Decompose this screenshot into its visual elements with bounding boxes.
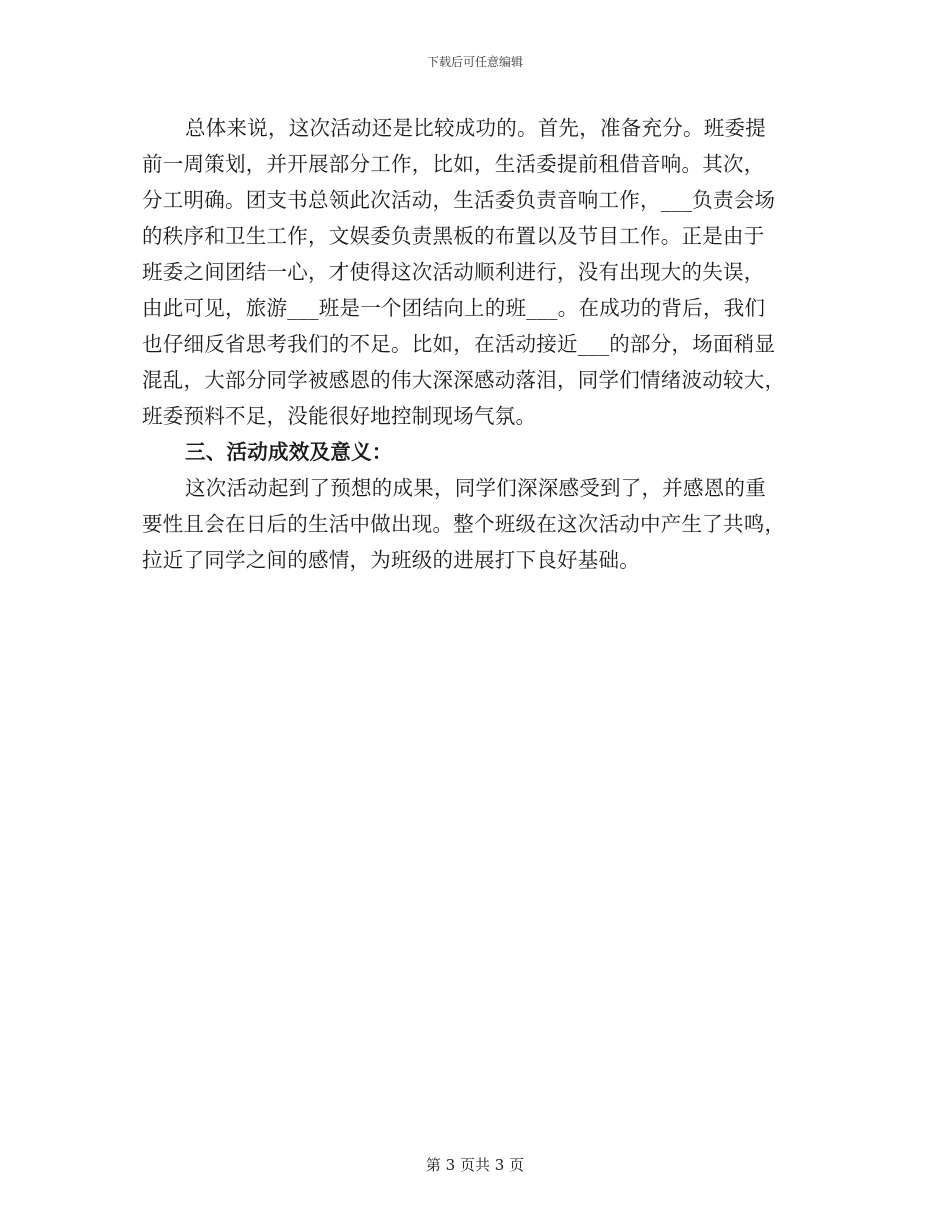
page-header: 下载后可任意编辑 xyxy=(426,55,523,69)
paragraph-1-line-9: 班委预料不足，没能很好地控制现场气氛。 xyxy=(142,404,537,428)
paragraph-1-line-6: 由此可见，旅游___班是一个团结向上的班___。在成功的背后，我们 xyxy=(142,296,766,320)
paragraph-1-line-4: 的秩序和卫生工作，文娱委负责黑板的布置以及节目工作。正是由于 xyxy=(142,224,765,248)
paragraph-1-line-7: 也仔细反省思考我们的不足。比如，在活动接近___的部分，场面稍显 xyxy=(142,332,776,356)
paragraph-1-line-5: 班委之间团结一心，才使得这次活动顺利进行，没有出现大的失误， xyxy=(142,260,765,284)
paragraph-1-line-8: 混乱，大部分同学被感恩的伟大深深感动落泪，同学们情绪波动较大， xyxy=(142,368,786,392)
paragraph-1-line-1: 总体来说，这次活动还是比较成功的。首先，准备充分。班委提 xyxy=(185,116,766,140)
page-number: 第 3 页共 3 页 xyxy=(425,1156,525,1174)
document-body xyxy=(142,110,812,578)
section-heading: 三、活动成效及意义： xyxy=(185,440,393,464)
paragraph-2-line-2: 要性且会在日后的生活中做出现。整个班级在这次活动中产生了共鸣， xyxy=(142,512,786,536)
paragraph-2-line-3: 拉近了同学之间的感情，为班级的进展打下良好基础。 xyxy=(142,548,640,572)
paragraph-1-line-2: 前一周策划，并开展部分工作，比如，生活委提前租借音响。其次， xyxy=(142,152,765,176)
paragraph-2-line-1: 这次活动起到了预想的成果，同学们深深感受到了，并感恩的重 xyxy=(185,476,766,500)
paragraph-1-line-3: 分工明确。团支书总领此次活动，生活委负责音响工作，___负责会场 xyxy=(142,188,776,212)
